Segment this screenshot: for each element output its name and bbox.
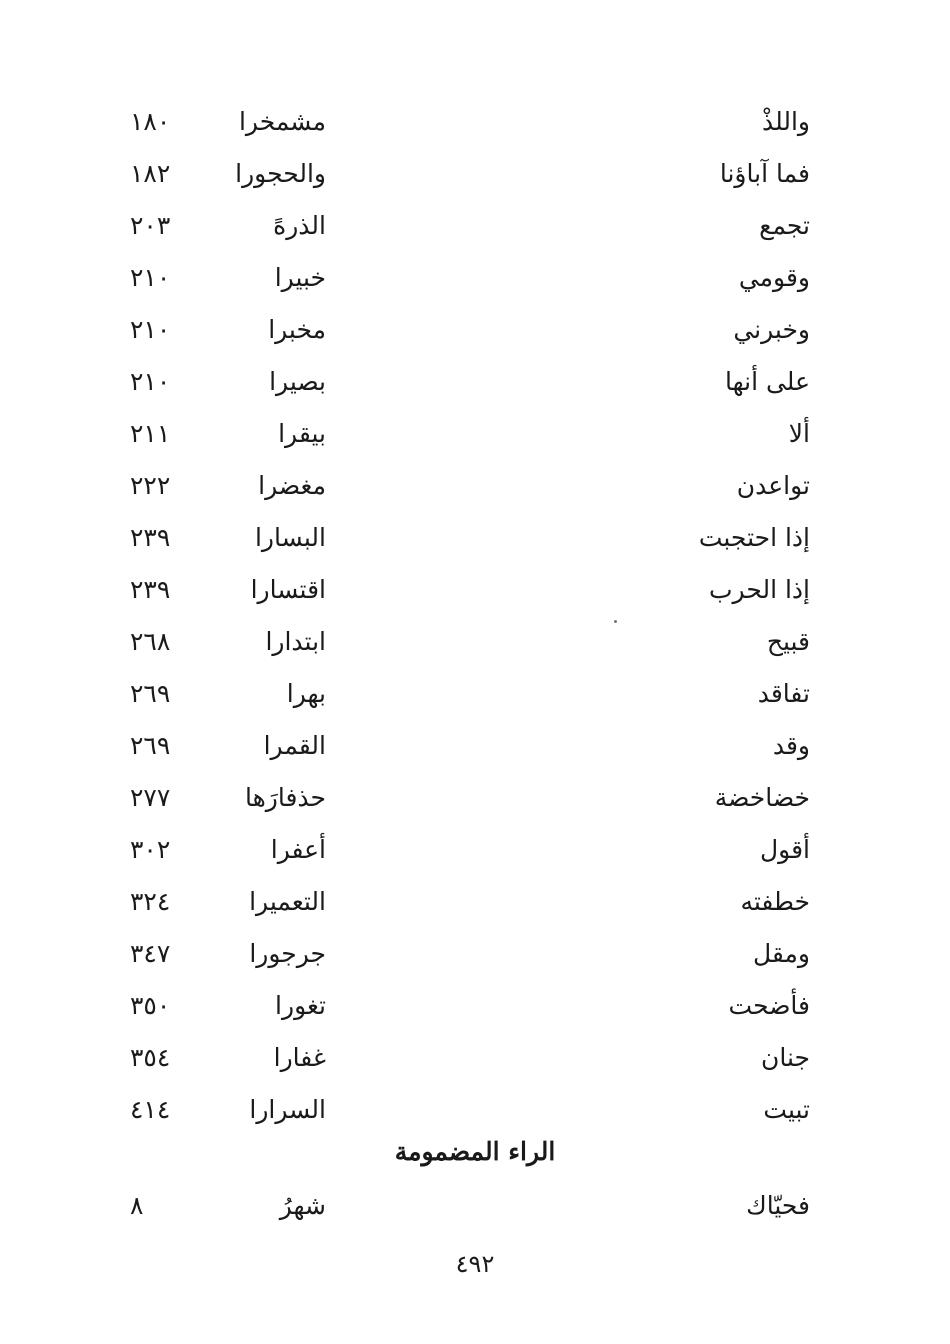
verse-first-word: ألا — [788, 419, 810, 448]
verse-first-word: وقومي — [738, 263, 810, 292]
page-reference: ٢٦٩ — [130, 731, 171, 760]
page-reference: ٢٦٨ — [130, 627, 171, 656]
verse-rhyme-word: شهرُ — [279, 1191, 326, 1220]
index-row — [0, 148, 950, 200]
rhyme-index-table — [0, 96, 950, 1136]
index-row — [0, 356, 950, 408]
section-heading: الراء المضمومة — [394, 1137, 556, 1166]
page-reference: ٢٦٩ — [130, 679, 171, 708]
verse-first-word: تجمع — [759, 211, 810, 240]
page-reference: ٣٢٤ — [130, 887, 171, 916]
scan-speck — [614, 620, 617, 623]
verse-first-word: فحيّاك — [746, 1191, 810, 1220]
verse-first-word: وقد — [772, 731, 810, 760]
page-number: ٤٩٢ — [455, 1250, 495, 1278]
index-row — [0, 980, 950, 1032]
section-index-table — [0, 1180, 950, 1232]
verse-first-word: تواعدن — [736, 471, 810, 500]
index-row — [0, 200, 950, 252]
index-row — [0, 1084, 950, 1136]
index-row — [0, 408, 950, 460]
verse-rhyme-word: غفارا — [273, 1043, 326, 1072]
index-row — [0, 304, 950, 356]
verse-rhyme-word: بهرا — [286, 679, 326, 708]
verse-rhyme-word: القمرا — [263, 731, 326, 760]
page-reference: ٢١١ — [130, 419, 171, 448]
verse-first-word: فما آباؤنا — [719, 159, 810, 188]
index-row — [0, 928, 950, 980]
verse-rhyme-word: بيقرا — [278, 419, 326, 448]
page-reference: ٣٥٠ — [130, 991, 171, 1020]
page-reference: ٢٧٧ — [130, 783, 171, 812]
verse-first-word: فأضحت — [728, 991, 810, 1020]
page-reference: ٣٤٧ — [130, 939, 171, 968]
verse-first-word: تفاقد — [757, 679, 810, 708]
index-row — [0, 824, 950, 876]
verse-first-word: واللذْ — [761, 107, 810, 136]
index-row — [0, 772, 950, 824]
verse-first-word: خضاخضة — [714, 783, 810, 812]
verse-rhyme-word: تغورا — [275, 991, 326, 1020]
page-reference: ٢١٠ — [130, 315, 171, 344]
verse-rhyme-word: السرارا — [249, 1095, 326, 1124]
index-row — [0, 252, 950, 304]
index-row — [0, 512, 950, 564]
verse-rhyme-word: خبيرا — [274, 263, 326, 292]
page-reference: ٢٠٣ — [130, 211, 171, 240]
page-reference: ٣٠٢ — [130, 835, 171, 864]
verse-first-word: تبيت — [763, 1095, 810, 1124]
verse-rhyme-word: أعفرا — [270, 835, 326, 864]
verse-rhyme-word: اقتسارا — [250, 575, 326, 604]
verse-rhyme-word: والحجورا — [235, 159, 326, 188]
verse-rhyme-word: الذرهً — [273, 211, 326, 240]
verse-first-word: على أنها — [724, 367, 810, 396]
verse-first-word: وخبرني — [733, 315, 810, 344]
index-row — [0, 96, 950, 148]
verse-rhyme-word: حذفارَها — [244, 783, 326, 812]
verse-first-word: ومقل — [752, 939, 810, 968]
page-reference: ٢٢٢ — [130, 471, 171, 500]
verse-rhyme-word: البسارا — [254, 523, 326, 552]
index-row — [0, 1180, 950, 1232]
verse-rhyme-word: مغضرا — [258, 471, 326, 500]
index-row — [0, 616, 950, 668]
verse-rhyme-word: التعميرا — [249, 887, 326, 916]
verse-rhyme-word: مخبرا — [268, 315, 326, 344]
index-row — [0, 668, 950, 720]
index-row — [0, 720, 950, 772]
verse-rhyme-word: ابتدارا — [265, 627, 326, 656]
page-reference: ٨ — [130, 1191, 144, 1220]
index-row — [0, 460, 950, 512]
page-reference: ٣٥٤ — [130, 1043, 171, 1072]
index-row — [0, 564, 950, 616]
verse-rhyme-word: بصيرا — [269, 367, 326, 396]
verse-first-word: جنان — [761, 1043, 810, 1072]
page-reference: ١٨٠ — [130, 107, 171, 136]
verse-first-word: إذا الحرب — [708, 575, 810, 604]
verse-first-word: قبيح — [766, 627, 810, 656]
page-reference: ٢٣٩ — [130, 523, 171, 552]
page-reference: ٤١٤ — [130, 1095, 171, 1124]
page-reference: ٢١٠ — [130, 367, 171, 396]
page-reference: ١٨٢ — [130, 159, 171, 188]
verse-rhyme-word: مشمخرا — [238, 107, 326, 136]
index-row — [0, 876, 950, 928]
verse-first-word: خطفته — [740, 887, 810, 916]
verse-first-word: إذا احتجبت — [698, 523, 810, 552]
verse-first-word: أقول — [760, 835, 810, 864]
page-reference: ٢١٠ — [130, 263, 171, 292]
index-row — [0, 1032, 950, 1084]
page-reference: ٢٣٩ — [130, 575, 171, 604]
verse-rhyme-word: جرجورا — [249, 939, 326, 968]
